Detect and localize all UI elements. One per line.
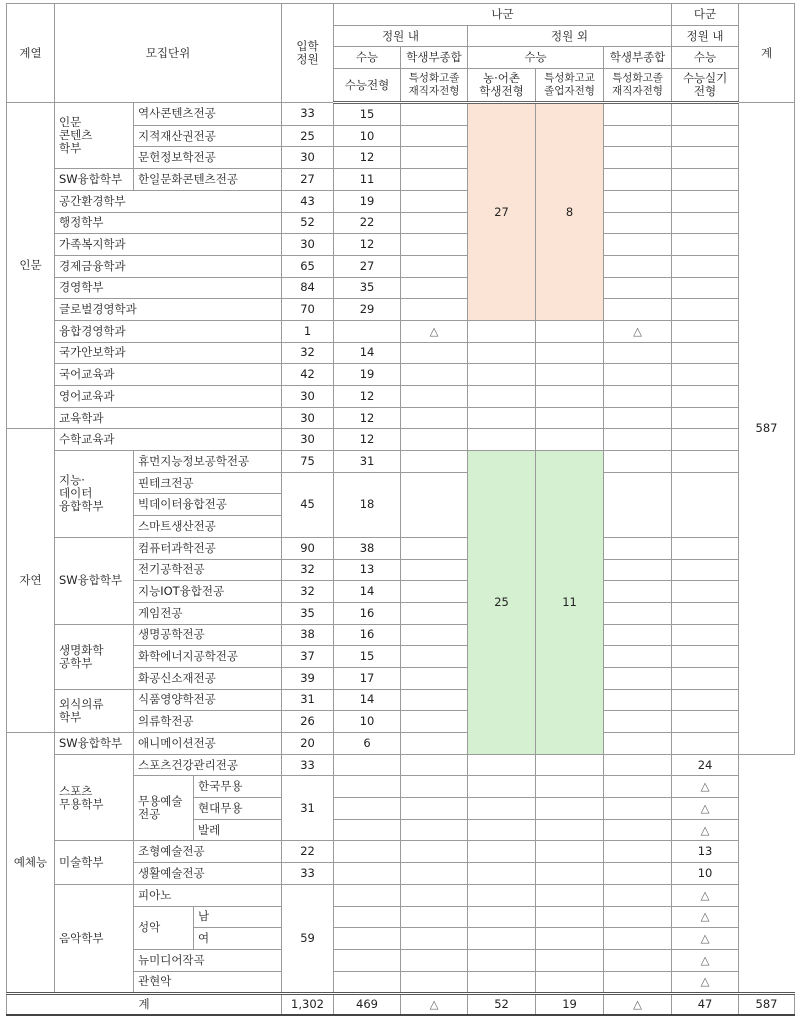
da-cell: △: [672, 906, 739, 928]
quota-cell: 33: [282, 103, 334, 126]
suneung-cell: 13: [334, 559, 401, 581]
header-suneung-out: 수능: [468, 47, 604, 69]
header-sub-voc-grad: 특성화고교 졸업자전형: [536, 69, 604, 103]
major-cell: 휴먼지능정보공학전공: [134, 451, 282, 473]
suneung-cell: 14: [334, 581, 401, 603]
unit-cell: SW융합학부: [55, 169, 134, 191]
quota-cell: 45: [282, 472, 334, 537]
quota-cell: 52: [282, 212, 334, 234]
quota-cell: 26: [282, 711, 334, 733]
major-cell: 식품영양학전공: [134, 689, 282, 711]
da-cell: 10: [672, 863, 739, 885]
group-arts: 예체능: [7, 733, 55, 994]
suneung-cell: 12: [334, 407, 401, 429]
hakjong-cell: △: [401, 320, 468, 342]
footer-rural: 52: [468, 994, 536, 1016]
suneung-cell: 31: [334, 451, 401, 473]
group-humanities: 인문: [7, 103, 55, 429]
suneung-cell: 35: [334, 277, 401, 299]
suneung-cell: 19: [334, 364, 401, 386]
header-da-in-quota: 정원 내: [672, 25, 739, 47]
header-suneung: 수능: [334, 47, 401, 69]
header-out-quota: 정원 외: [468, 25, 672, 47]
suneung-cell: 12: [334, 234, 401, 256]
quota-cell: 38: [282, 624, 334, 646]
quota-cell: 22: [282, 841, 334, 863]
major-cell: 스마트생산전공: [134, 516, 282, 538]
header-da-group: 다군: [672, 4, 739, 26]
suneung-cell: 16: [334, 624, 401, 646]
major-cell: 생활예술전공: [134, 863, 282, 885]
admissions-quota-table: [6, 3, 795, 1016]
quota-cell: 30: [282, 386, 334, 408]
header-in-quota: 정원 내: [334, 25, 468, 47]
quota-cell: 37: [282, 646, 334, 668]
major-cell: 의류학전공: [134, 711, 282, 733]
quota-cell: 1: [282, 320, 334, 342]
merged-voc-science: 11: [536, 451, 604, 755]
major-cell: 역사콘텐츠전공: [134, 103, 282, 126]
footer-hakjong-out: △: [604, 994, 672, 1016]
da-cell: △: [672, 971, 739, 994]
unit-cell: 경영학부: [55, 277, 282, 299]
suneung-cell: 16: [334, 602, 401, 624]
quota-cell: 90: [282, 537, 334, 559]
unit-cell: 융합경영학과: [55, 320, 282, 342]
suneung-cell: 10: [334, 125, 401, 147]
header-hakjong: 학생부종합: [401, 47, 468, 69]
table-body: [7, 103, 795, 994]
unit-cell: 국가안보학과: [55, 342, 282, 364]
unit-cell: 인문 콘텐츠 학부: [55, 103, 134, 169]
quota-cell: 30: [282, 407, 334, 429]
unit-cell: 가족복지학과: [55, 234, 282, 256]
suneung-cell: 15: [334, 646, 401, 668]
suneung-cell: 17: [334, 667, 401, 689]
quota-cell: 25: [282, 125, 334, 147]
header-sub-suneung: 수능전형: [334, 69, 401, 103]
suneung-cell: 22: [334, 212, 401, 234]
grand-total-merged: 587: [739, 103, 795, 755]
unit-cell: 수학교육과: [55, 429, 282, 451]
unit-cell: 공간환경학부: [55, 190, 282, 212]
header-category: 계열: [7, 4, 55, 103]
table-header: [7, 4, 795, 103]
group-science: 자연: [7, 429, 55, 733]
quota-cell: 33: [282, 863, 334, 885]
unit-cell: SW융합학부: [55, 733, 134, 755]
footer-hakjong: △: [401, 994, 468, 1016]
quota-cell: 84: [282, 277, 334, 299]
merged-rural-humanities: 27: [468, 103, 536, 321]
quota-cell: 30: [282, 234, 334, 256]
da-cell: △: [672, 949, 739, 971]
major-cell: 성악: [134, 906, 194, 949]
footer-da: 47: [672, 994, 739, 1016]
major-cell: 빅데이터융합전공: [134, 494, 282, 516]
major-cell: 게임전공: [134, 602, 282, 624]
da-cell: △: [672, 884, 739, 906]
table-footer: [7, 994, 795, 1016]
da-cell: △: [672, 798, 739, 820]
header-sub-voc-worker-2: 특성화고졸 재직자전형: [604, 69, 672, 103]
da-cell: 24: [672, 754, 739, 776]
major-cell: 스포츠건강관리전공: [134, 754, 282, 776]
footer-label: 계: [7, 994, 282, 1016]
major-cell: 지적재산권전공: [134, 125, 282, 147]
header-total: 계: [739, 4, 795, 103]
major-cell: 컴퓨터과학전공: [134, 537, 282, 559]
header-unit: 모집단위: [55, 4, 282, 103]
unit-cell: 지능· 데이터 융합학부: [55, 451, 134, 538]
unit-cell: 국어교육과: [55, 364, 282, 386]
suneung-cell: 29: [334, 299, 401, 321]
sub-major-cell: 남: [194, 906, 282, 928]
quota-cell: 30: [282, 429, 334, 451]
suneung-cell: 12: [334, 147, 401, 169]
header-sub-rural: 농·어촌 학생전형: [468, 69, 536, 103]
quota-cell: 33: [282, 754, 334, 776]
suneung-cell: 14: [334, 689, 401, 711]
header-sub-practical: 수능실기 전형: [672, 69, 739, 103]
major-cell: 화공신소재전공: [134, 667, 282, 689]
unit-cell: 경제금융학과: [55, 255, 282, 277]
quota-cell: 32: [282, 342, 334, 364]
quota-cell: 20: [282, 733, 334, 755]
quota-cell: 32: [282, 559, 334, 581]
quota-cell: 59: [282, 884, 334, 993]
suneung-cell: 15: [334, 103, 401, 126]
header-sub-voc-worker: 특성화고졸 재직자전형: [401, 69, 468, 103]
footer-suneung: 469: [334, 994, 401, 1016]
unit-cell: 생명화학 공학부: [55, 624, 134, 689]
unit-cell: 외식의류 학부: [55, 689, 134, 732]
quota-cell: 39: [282, 667, 334, 689]
major-cell: 전기공학전공: [134, 559, 282, 581]
merged-voc-humanities: 8: [536, 103, 604, 321]
suneung-cell: 11: [334, 169, 401, 191]
unit-cell: 교육학과: [55, 407, 282, 429]
sub-major-cell: 여: [194, 928, 282, 950]
suneung-cell: 12: [334, 386, 401, 408]
header-na-group: 나군: [334, 4, 672, 26]
suneung-cell: 27: [334, 255, 401, 277]
unit-cell: 영어교육과: [55, 386, 282, 408]
quota-cell: 35: [282, 602, 334, 624]
unit-cell: SW융합학부: [55, 537, 134, 624]
major-cell: 생명공학전공: [134, 624, 282, 646]
suneung-cell: 6: [334, 733, 401, 755]
quota-cell: 32: [282, 581, 334, 603]
suneung-cell: 19: [334, 190, 401, 212]
unit-cell: 글로벌경영학과: [55, 299, 282, 321]
quota-cell: 65: [282, 255, 334, 277]
major-cell: 무용예술 전공: [134, 776, 194, 841]
major-cell: 뉴미디어작곡: [134, 949, 282, 971]
hakjong-out-cell: △: [604, 320, 672, 342]
quota-cell: 31: [282, 689, 334, 711]
da-cell: △: [672, 928, 739, 950]
major-cell: 한일문화콘텐츠전공: [134, 169, 282, 191]
major-cell: 화학에너지공학전공: [134, 646, 282, 668]
header-da-suneung: 수능: [672, 47, 739, 69]
suneung-cell: 14: [334, 342, 401, 364]
suneung-cell: 38: [334, 537, 401, 559]
unit-cell: 미술학부: [55, 841, 134, 884]
footer-total: 587: [739, 994, 795, 1016]
sub-major-cell: 현대무용: [194, 798, 282, 820]
major-cell: 핀테크전공: [134, 472, 282, 494]
quota-cell: 27: [282, 169, 334, 191]
unit-cell: 음악학부: [55, 884, 134, 993]
quota-cell: 42: [282, 364, 334, 386]
sub-major-cell: 한국무용: [194, 776, 282, 798]
major-cell: 문헌정보학전공: [134, 147, 282, 169]
unit-cell: 행정학부: [55, 212, 282, 234]
da-cell: 13: [672, 841, 739, 863]
major-cell: 피아노: [134, 884, 282, 906]
merged-rural-science: 25: [468, 451, 536, 755]
header-hakjong-out: 학생부종합: [604, 47, 672, 69]
suneung-cell: 12: [334, 429, 401, 451]
major-cell: 지능IOT융합전공: [134, 581, 282, 603]
major-cell: 애니메이션전공: [134, 733, 282, 755]
sub-major-cell: 발레: [194, 819, 282, 841]
da-cell: △: [672, 776, 739, 798]
footer-quota: 1,302: [282, 994, 334, 1016]
suneung-cell: 10: [334, 711, 401, 733]
major-cell: 조형예술전공: [134, 841, 282, 863]
header-quota: 입학 정원: [282, 4, 334, 103]
suneung-cell: 18: [334, 472, 401, 537]
quota-cell: 70: [282, 299, 334, 321]
quota-cell: 31: [282, 776, 334, 841]
major-cell: 관현악: [134, 971, 282, 994]
quota-cell: 75: [282, 451, 334, 473]
da-cell: △: [672, 819, 739, 841]
quota-cell: 30: [282, 147, 334, 169]
quota-cell: 43: [282, 190, 334, 212]
unit-cell: 스포츠 무용학부: [55, 754, 134, 841]
footer-voc: 19: [536, 994, 604, 1016]
